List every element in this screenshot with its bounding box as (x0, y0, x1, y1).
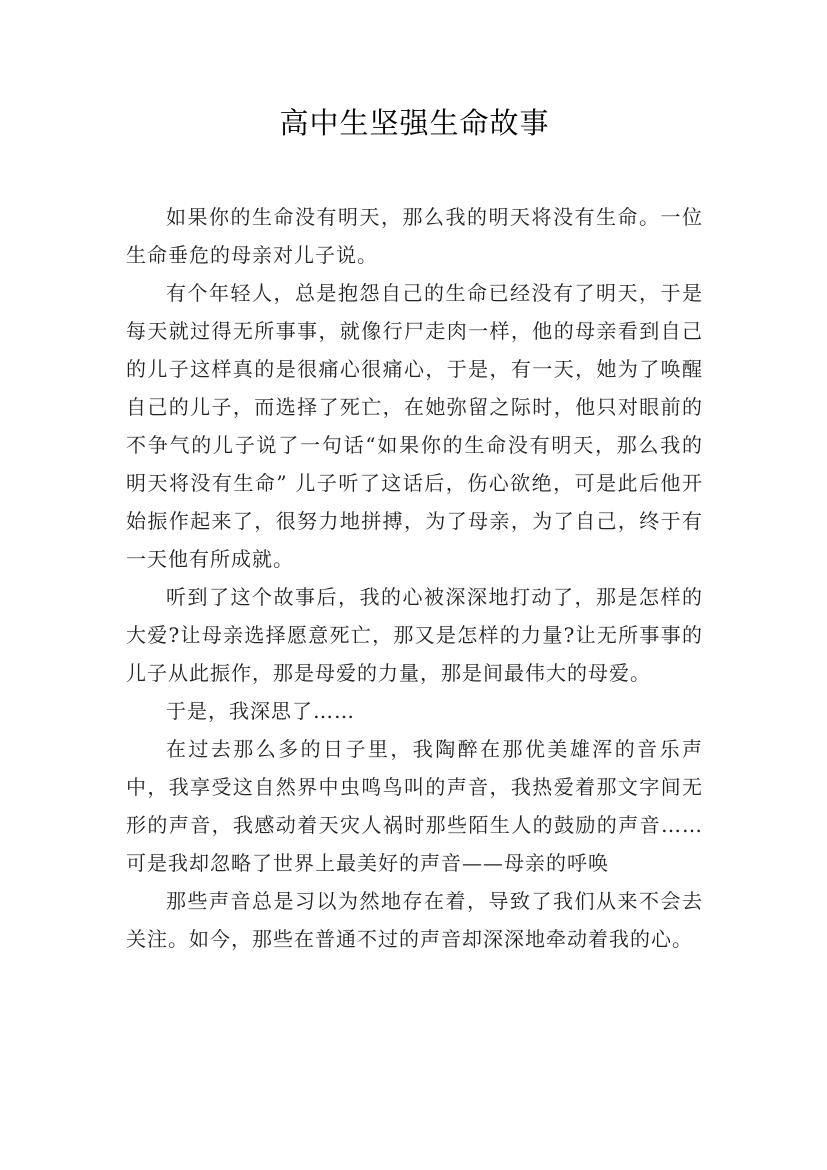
paragraph: 于是，我深思了…… (166, 699, 355, 723)
paragraph: 在过去那么多的日子里，我陶醉在那优美雄浑的音乐声中，我享受这自然界中虫鸣鸟叫的声音，我热爱着那文字间无形的声音，我感动着天灾人祸时那些陌生人的鼓励的声音……可是我却忽略了世界上最美好的声音——母亲的呼唤 (126, 737, 703, 875)
document-title: 高中生坚强生命故事 (279, 106, 550, 140)
paragraph: 有个年轻人，总是抱怨自己的生命已经没有了明天，于是每天就过得无所事事，就像行尸走肉一样，他的母亲看到自己的儿子这样真的是很痛心很痛心，于是，有一天，她为了唤醒自己的儿子，而选择了死亡，在她弥留之际时，他只对眼前的不争气的儿子说了一句话“如果你的生命没有明天，那么我的明天将没有生命” 儿子听了这话后，伤心欲绝，可是此后他开始振作起来了，很努力地拼搏，为了母亲，为了自己，终于有一天他有所成就。 (126, 281, 703, 571)
paragraph: 如果你的生命没有明天，那么我的明天将没有生命。一位生命垂危的母亲对儿子说。 (126, 205, 703, 267)
document-body (126, 198, 703, 958)
paragraph: 听到了这个故事后，我的心被深深地打动了，那是怎样的大爱?让母亲选择愿意死亡，那又是怎样的力量?让无所事事的儿子从此振作，那是母爱的力量，那是间最伟大的母爱。 (126, 585, 703, 685)
paragraph: 那些声音总是习以为然地存在着，导致了我们从来不会去关注。如今，那些在普通不过的声音却深深地牵动着我的心。 (126, 889, 703, 951)
